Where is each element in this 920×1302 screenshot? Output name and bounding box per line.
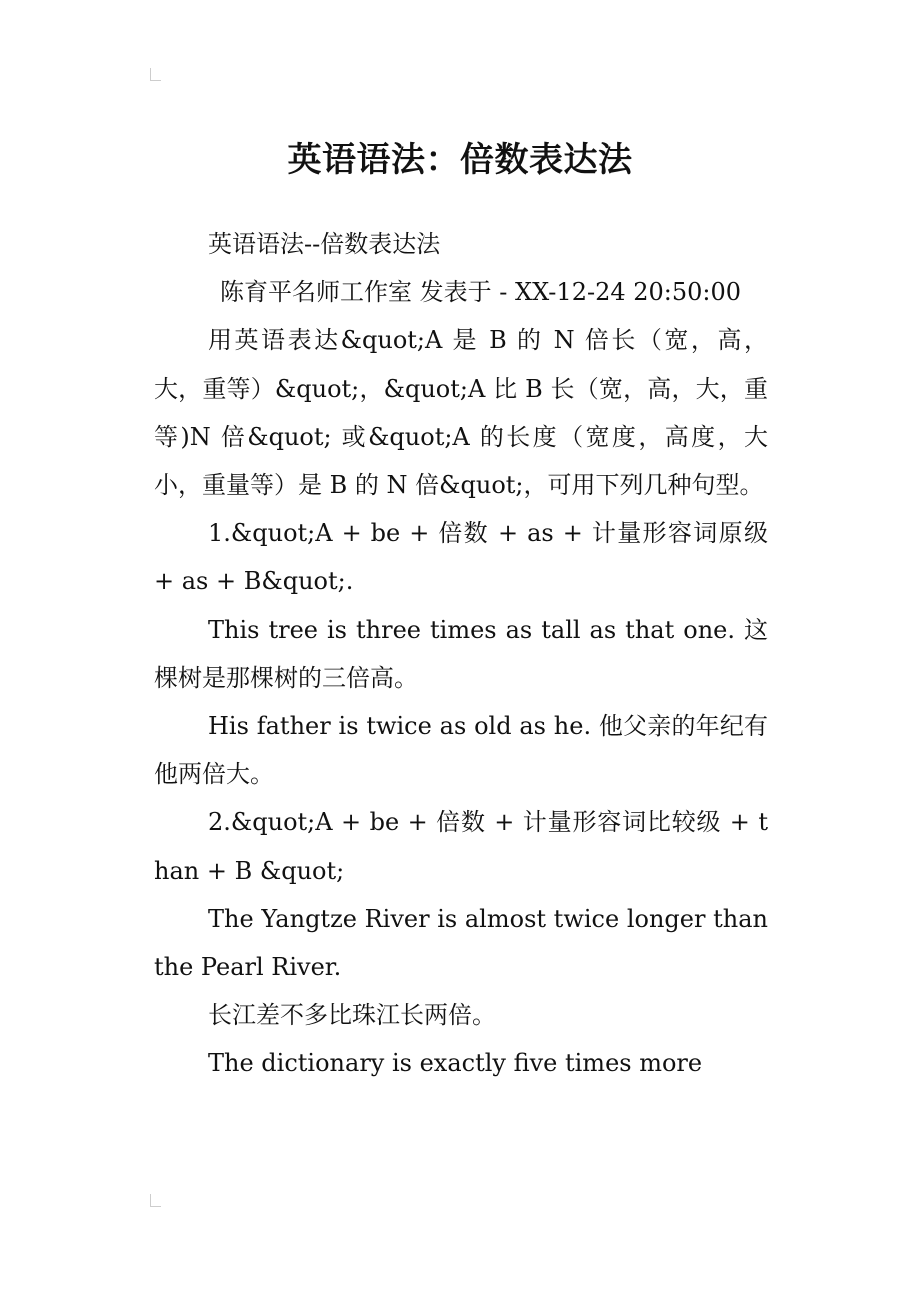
pattern-two-paragraph: 2.&quot;A + be + 倍数 + 计量形容词比较级 + than + B &quot; — [154, 808, 768, 885]
author-date-line: 陈育平名师工作室 发表于 - XX-12-24 20:50:00 — [220, 278, 742, 307]
subtitle-paragraph: 英语语法--倍数表达法 — [208, 230, 441, 258]
intro-paragraph: 用英语表达&quot;A 是 B 的 N 倍长（宽，高，大，重等）&quot;，&quot;A 比 B 长（宽，高，大，重等)N 倍&quot; 或&quot;A 的长度（宽度，高度，大小，重量等）是 B 的 N 倍&quot;，可用下列几种句型。 — [154, 326, 768, 500]
example-father-paragraph: His father is twice as old as he. 他父亲的年纪有他两倍大。 — [154, 712, 768, 789]
translation-paragraph: 长江差不多比珠江长两倍。 — [208, 1001, 496, 1030]
document-body — [154, 220, 768, 1088]
page-corner-mark — [150, 1194, 161, 1207]
example-dictionary-paragraph: The dictionary is exactly five times more — [208, 1049, 703, 1078]
example-yangtze-paragraph: The Yangtze River is almost twice longer than the Pearl River. — [154, 904, 768, 982]
pattern-one-paragraph: 1.&quot;A + be + 倍数 + as + 计量形容词原级 + as + B&quot;. — [154, 519, 768, 596]
page-corner-mark — [150, 68, 161, 81]
example-tree-paragraph: This tree is three times as tall as that one. 这棵树是那棵树的三倍高。 — [154, 615, 768, 692]
document-title: 英语语法：倍数表达法 — [287, 139, 633, 180]
